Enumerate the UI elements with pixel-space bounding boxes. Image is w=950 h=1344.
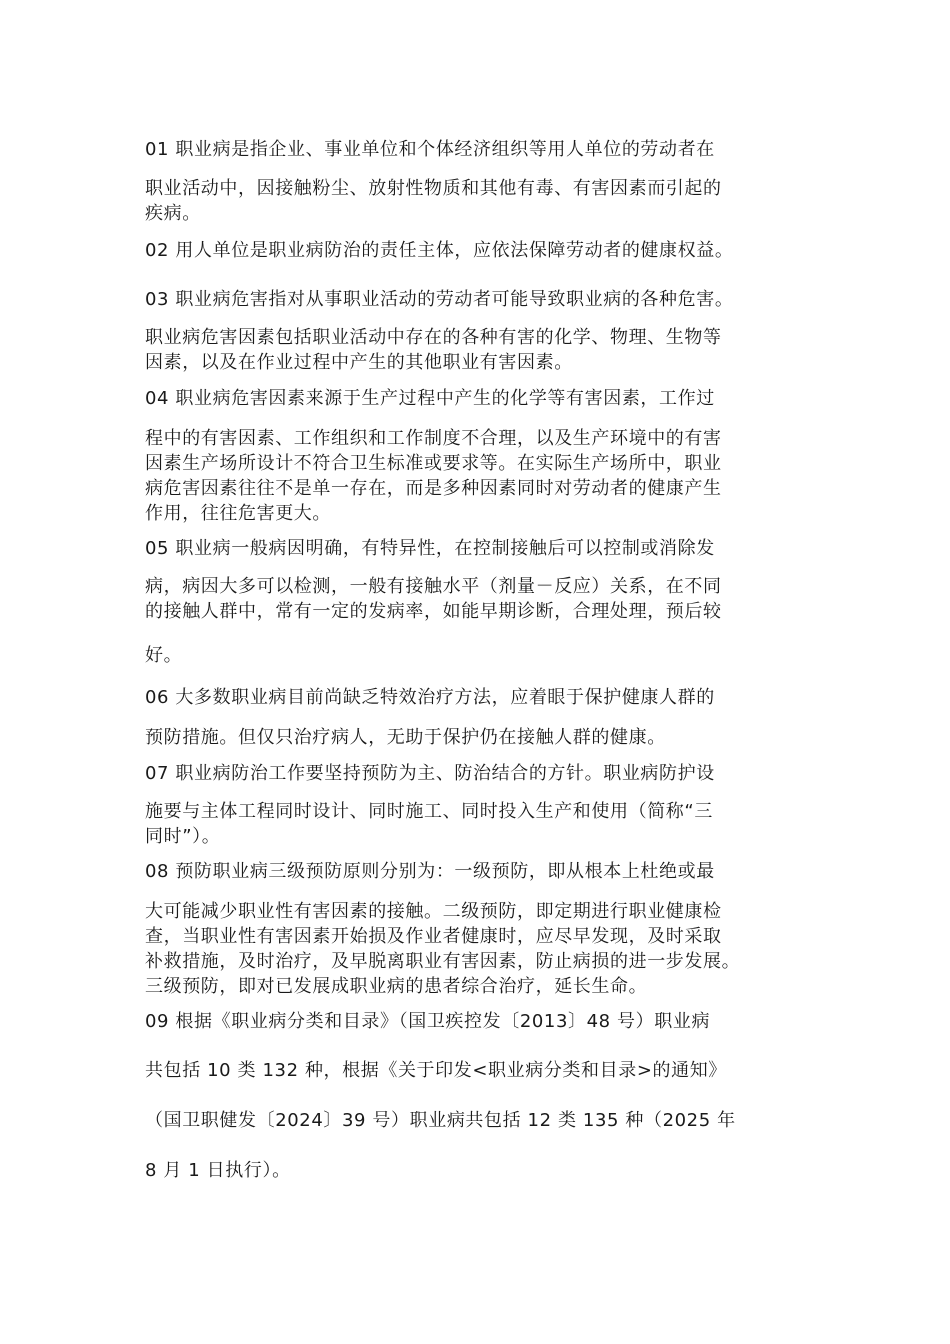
paragraph-line: 补救措施，及时治疗，及早脱离职业有害因素，防止病损的进一步发展。 [145,951,741,972]
paragraph-line: 病危害因素往往不是单一存在，而是多种因素同时对劳动者的健康产生 [145,478,722,499]
paragraph-line: 06 大多数职业病目前尚缺乏特效治疗方法，应着眼于保护健康人群的 [145,687,715,708]
paragraph-line: 三级预防，即对已发展成职业病的患者综合治疗，延长生命。 [145,976,648,997]
paragraph-line: 05 职业病一般病因明确，有特异性，在控制接触后可以控制或消除发 [145,538,715,559]
paragraph-line: 共包括 10 类 132 种，根据《关于印发<职业病分类和目录>的通知》 [145,1060,727,1081]
paragraph-line: 疾病。 [145,203,201,224]
paragraph-line: 因素，以及在作业过程中产生的其他职业有害因素。 [145,352,573,373]
paragraph-line: 预防措施。但仅只治疗病人，无助于保护仍在接触人群的健康。 [145,727,666,748]
paragraph-line: 07 职业病防治工作要坚持预防为主、防治结合的方针。职业病防护设 [145,763,715,784]
paragraph-line: 的接触人群中，常有一定的发病率，如能早期诊断，合理处理，预后较 [145,601,722,622]
paragraph-line: 03 职业病危害指对从事职业活动的劳动者可能导致职业病的各种危害。 [145,289,734,310]
paragraph-line: 施要与主体工程同时设计、同时施工、同时投入生产和使用（简称“三 [145,801,713,822]
paragraph-line: 查，当职业性有害因素开始损及作业者健康时，应尽早发现，及时采取 [145,926,722,947]
paragraph-line: 8 月 1 日执行）。 [145,1160,291,1181]
paragraph-line: 大可能减少职业性有害因素的接触。二级预防，即定期进行职业健康检 [145,901,722,922]
paragraph-line: 职业病危害因素包括职业活动中存在的各种有害的化学、物理、生物等 [145,327,722,348]
paragraph-line: 08 预防职业病三级预防原则分别为：一级预防，即从根本上杜绝或最 [145,861,715,882]
paragraph-line: 01 职业病是指企业、事业单位和个体经济组织等用人单位的劳动者在 [145,139,715,160]
paragraph-line: 好。 [145,645,183,666]
paragraph-line: 病，病因大多可以检测，一般有接触水平（剂量－反应）关系，在不同 [145,576,722,597]
paragraph-line: 同时”）。 [145,826,221,847]
paragraph-line: 职业活动中，因接触粉尘、放射性物质和其他有毒、有害因素而引起的 [145,178,722,199]
paragraph-line: 09 根据《职业病分类和目录》（国卫疾控发〔2013〕48 号）职业病 [145,1011,711,1032]
paragraph-line: （国卫职健发〔2024〕39 号）职业病共包括 12 类 135 种（2025 年 [145,1110,736,1131]
paragraph-line: 02 用人单位是职业病防治的责任主体，应依法保障劳动者的健康权益。 [145,240,734,261]
paragraph-line: 04 职业病危害因素来源于生产过程中产生的化学等有害因素，工作过 [145,388,715,409]
paragraph-line: 程中的有害因素、工作组织和工作制度不合理，以及生产环境中的有害 [145,428,722,449]
paragraph-line: 因素生产场所设计不符合卫生标准或要求等。在实际生产场所中，职业 [145,453,722,474]
paragraph-line: 作用，往往危害更大。 [145,503,331,524]
